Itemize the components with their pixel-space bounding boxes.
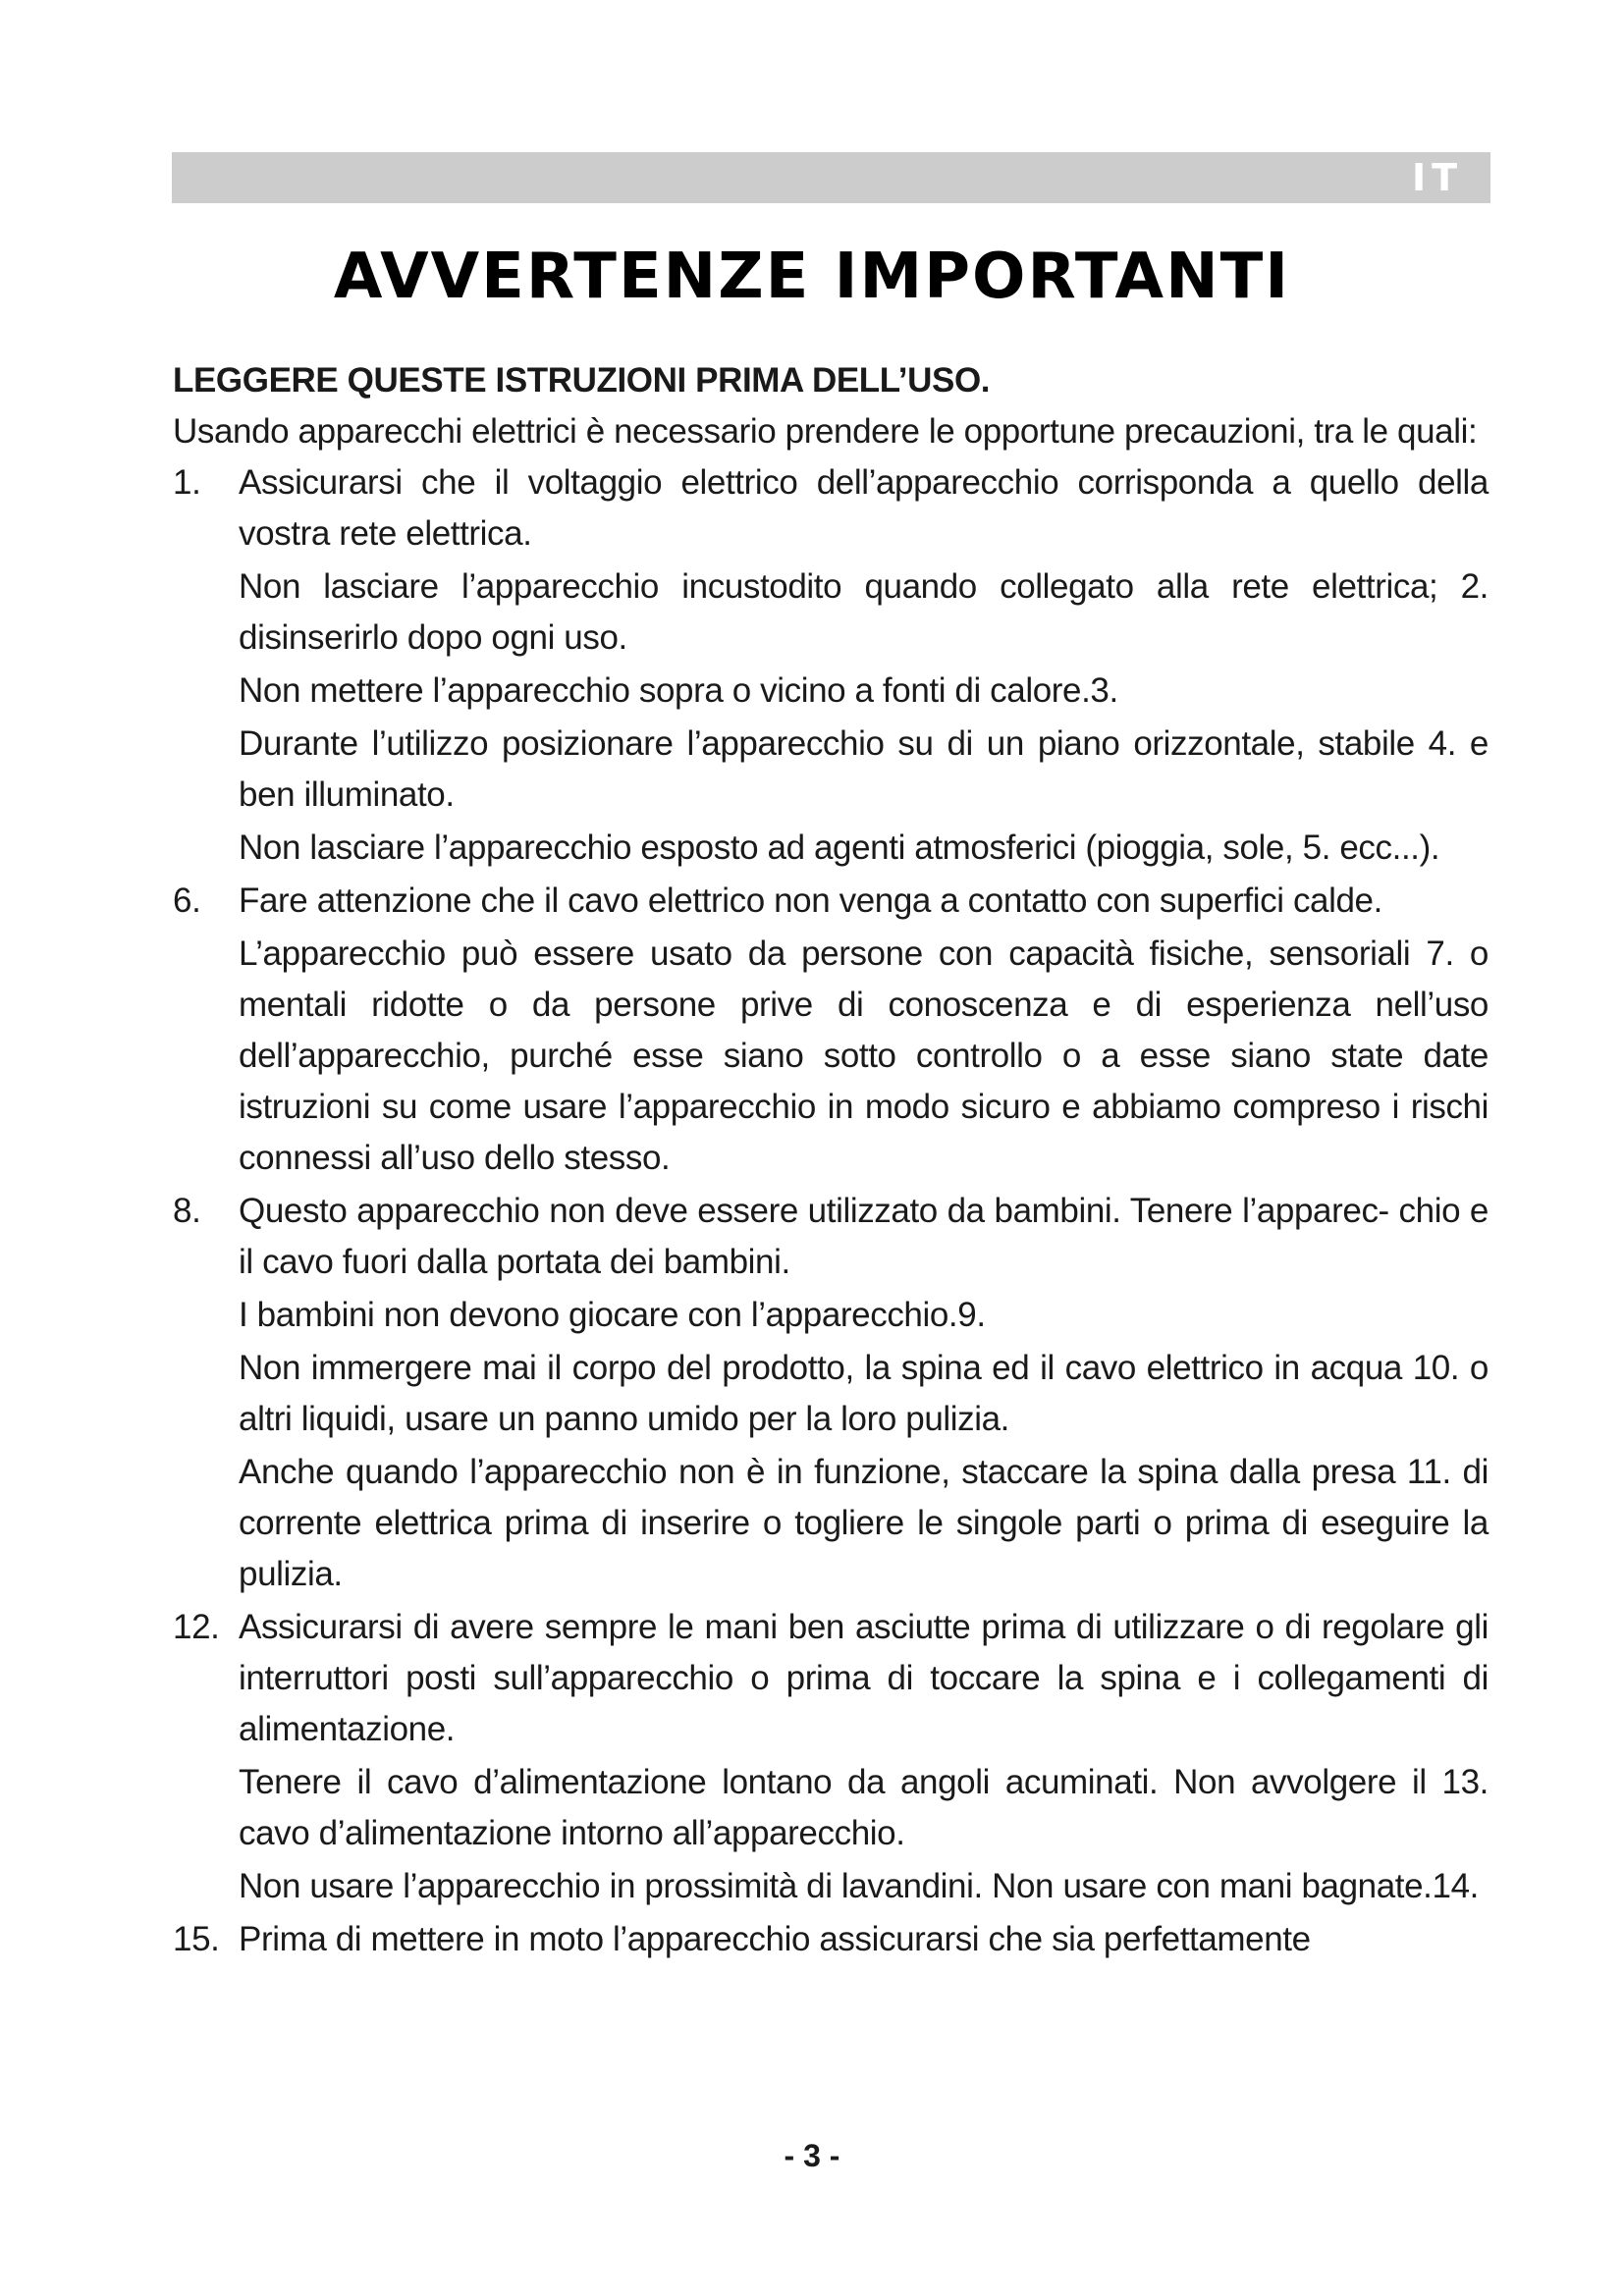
- list-item: [173, 1914, 1489, 1965]
- item-number: 8.: [173, 1192, 201, 1230]
- item-text: Tenere il cavo d’alimentazione lontano da angoli acuminati. Non avvolgere il 13. cavo d’alimentazione intorno all’apparecchio.: [239, 1763, 1489, 1852]
- item-number: 12.: [173, 1608, 220, 1646]
- page-number: - 3 -: [784, 2138, 840, 2173]
- item-text: Non mettere l’apparecchio sopra o vicino a fonti di calore.3.: [239, 671, 1118, 710]
- warnings-list: [173, 457, 1489, 1965]
- item-number: 15.: [173, 1920, 220, 1958]
- item-text: Assicurarsi che il voltaggio elettrico dell’apparecchio corrisponda a quello della vostra rete elettrica.: [239, 463, 1489, 553]
- item-text: Fare attenzione che il cavo elettrico non venga a contatto con superfici calde.: [239, 881, 1382, 920]
- list-item: [173, 823, 1489, 874]
- item-number: 1.: [173, 463, 201, 502]
- language-code: IT: [1411, 156, 1463, 199]
- list-item: [173, 719, 1489, 821]
- item-text: Anche quando l’apparecchio non è in funzione, staccare la spina dalla presa 11. di corrente elettrica prima di inserire o togliere le singole parti o prima di eseguire la pulizia.: [239, 1453, 1489, 1593]
- page-title: AVVERTENZE IMPORTANTI: [333, 240, 1291, 313]
- intro-paragraph: Usando apparecchi elettrici è necessario prendere le opportune precauzioni, tra le quali:: [173, 412, 1478, 451]
- list-item: [173, 1757, 1489, 1859]
- document-body: [173, 355, 1489, 1965]
- item-text: I bambini non devono giocare con l’apparecchio.9.: [239, 1296, 986, 1334]
- list-item: [173, 1861, 1489, 1912]
- item-text: L’apparecchio può essere usato da persone con capacità fisiche, sensoriali 7. o mentali ridotte o da persone prive di conoscenza e di esperienza nell’uso dell’apparecchio, purché esse siano sotto controllo o a esse siano state date istruzioni su come usare l’apparecchio in modo sicuro e abbiamo compreso i rischi connessi all’uso dello stesso.: [239, 934, 1489, 1177]
- list-item: [173, 666, 1489, 717]
- list-item: [173, 457, 1489, 560]
- section-heading: LEGGERE QUESTE ISTRUZIONI PRIMA DELL’USO.: [173, 361, 991, 400]
- list-item: [173, 1290, 1489, 1341]
- item-text: Durante l’utilizzo posizionare l’apparecchio su di un piano orizzontale, stabile 4. e ben illuminato.: [239, 724, 1489, 814]
- list-item: [173, 876, 1489, 927]
- list-item: [173, 1186, 1489, 1288]
- item-text: Non lasciare l’apparecchio incustodito quando collegato alla rete elettrica; 2. disinserirlo dopo ogni uso.: [239, 567, 1489, 657]
- item-text: Prima di mettere in moto l’apparecchio assicurarsi che sia perfettamente: [239, 1920, 1311, 1958]
- item-number: 6.: [173, 881, 201, 920]
- list-item: [173, 1447, 1489, 1600]
- item-text: Non immergere mai il corpo del prodotto, la spina ed il cavo elettrico in acqua 10. o altri liquidi, usare un panno umido per la loro pulizia.: [239, 1349, 1489, 1438]
- item-text: Non lasciare l’apparecchio esposto ad agenti atmosferici (pioggia, sole, 5. ecc...).: [239, 828, 1440, 867]
- list-item: [173, 1343, 1489, 1445]
- item-text: Assicurarsi di avere sempre le mani ben asciutte prima di utilizzare o di regolare gli interruttori posti sull’apparecchio o prima di toccare la spina e i collegamenti di alimentazione.: [239, 1608, 1489, 1748]
- item-text: Non usare l’apparecchio in prossimità di lavandini. Non usare con mani bagnate.14.: [239, 1867, 1479, 1905]
- item-text: Questo apparecchio non deve essere utilizzato da bambini. Tenere l’apparec- chio e il cavo fuori dalla portata dei bambini.: [239, 1192, 1489, 1281]
- list-item: [173, 561, 1489, 664]
- list-item: [173, 1602, 1489, 1755]
- list-item: [173, 929, 1489, 1184]
- language-header-bar: [172, 152, 1490, 203]
